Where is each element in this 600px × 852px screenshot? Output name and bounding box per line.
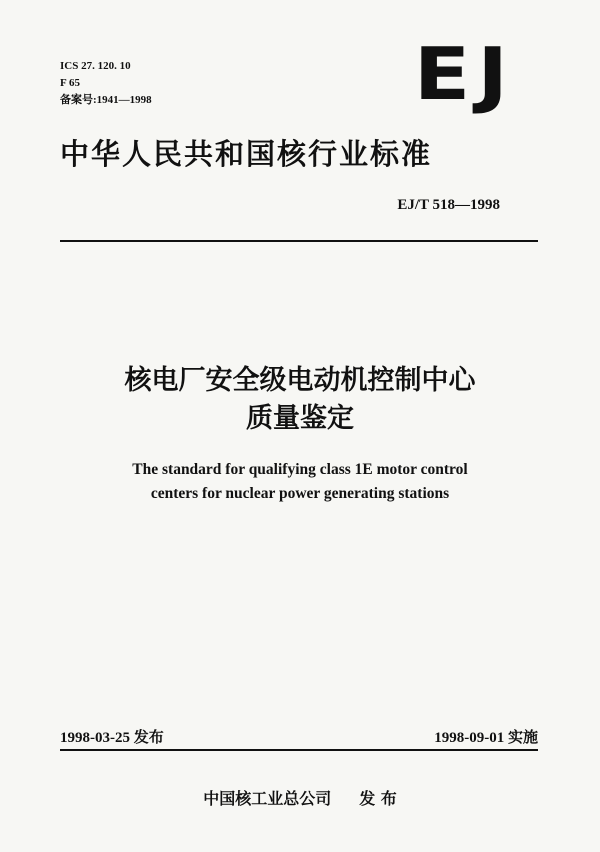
chinese-title-line-2: 质量鉴定 <box>246 403 354 434</box>
header-divider <box>60 240 538 242</box>
filing-number: 备案号:1941—1998 <box>60 94 152 106</box>
english-title-line-1: The standard for qualifying class 1E motor control <box>132 461 468 478</box>
publisher-line <box>0 786 600 809</box>
issue-date: 1998-03-25 发布 <box>60 730 164 746</box>
footer-divider <box>60 749 538 751</box>
ej-logo: EJ <box>413 32 515 116</box>
standard-code: EJ/T 518—1998 <box>397 197 500 213</box>
publisher-action: 发 布 <box>359 789 397 808</box>
chinese-title <box>0 362 600 438</box>
publisher-name: 中国核工业总公司 <box>203 789 332 808</box>
f-code: F 65 <box>60 77 81 89</box>
english-title <box>0 458 600 506</box>
chinese-title-line-1: 核电厂安全级电动机控制中心 <box>124 365 476 396</box>
english-title-line-2: centers for nuclear power generating stations <box>150 485 450 502</box>
effective-date: 1998-09-01 实施 <box>434 730 538 746</box>
classification-block <box>60 58 152 109</box>
standard-category-title: 中华人民共和国核行业标准 <box>60 137 433 171</box>
ics-code: ICS 27. 120. 10 <box>60 60 131 72</box>
